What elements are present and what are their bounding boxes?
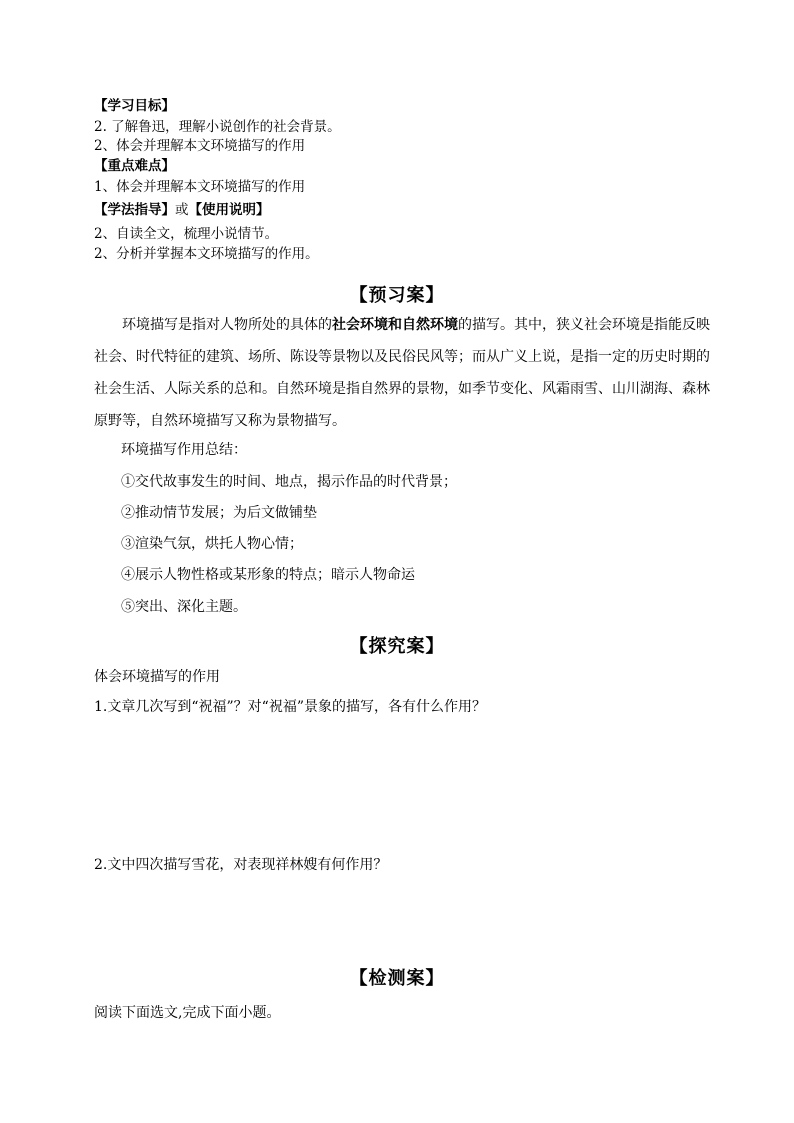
explore-subtitle: 体会环境描写的作用	[94, 669, 220, 685]
goals-item-1: 2. 了解鲁迅，理解小说创作的社会背景。	[94, 119, 341, 135]
preview-para-and: 和	[388, 317, 402, 333]
key-points-heading: 【重点难点】	[94, 158, 175, 174]
method-heading-guide: 【学法指导】	[94, 202, 175, 218]
method-heading	[94, 200, 270, 220]
key-points-item-1: 1、体会并理解本文环境描写的作用	[94, 179, 306, 195]
preview-paragraph	[94, 309, 710, 437]
test-instruction: 阅读下面选文,完成下面小题。	[94, 1005, 281, 1021]
method-item-1: 2、自读全文，梳理小说情节。	[94, 226, 279, 242]
preview-summary-label: 环境描写作用总结：	[121, 442, 247, 458]
preview-title: 【预习案】	[349, 285, 445, 306]
preview-item-1: ①交代故事发生的时间、地点，揭示作品的时代背景；	[121, 474, 457, 490]
preview-item-3: ③渲染气氛，烘托人物心情；	[121, 536, 303, 552]
preview-para-rest: 的描写。其中，狭义社会环境是指能反映社会、时代特征的建筑、场所、陈设等景物以及民俗民风等；而从广义上说，是指一定的历史时期的社会生活、人际关系的总和。自然环境是指自然界的景物，如季节变化、风霜雨雪、山川湖海、森林原野等，自然环境描写又称为景物描写。	[94, 317, 710, 429]
preview-item-4: ④展示人物性格或某形象的特点；暗示人物命运	[121, 567, 415, 583]
test-title: 【检测案】	[349, 968, 445, 989]
preview-item-5: ⑤突出、深化主题。	[121, 599, 247, 615]
method-item-2: 2、分析并掌握本文环境描写的作用。	[94, 246, 319, 262]
preview-para-natural-env: 自然环境	[402, 317, 458, 333]
goals-item-2: 2、体会并理解本文环境描写的作用	[94, 138, 306, 154]
explore-question-2: 2.文中四次描写雪花，对表现祥林嫂有何作用？	[94, 857, 388, 873]
method-heading-usage: 【使用说明】	[188, 202, 270, 218]
preview-para-start: 环境描写是指对人物所处的具体的	[122, 317, 332, 333]
goals-heading: 【学习目标】	[94, 98, 175, 114]
preview-para-social-env: 社会环境	[332, 317, 388, 333]
method-heading-or: 或	[175, 202, 189, 218]
explore-question-1: 1.文章几次写到“祝福”？对“祝福”景象的描写，各有什么作用？	[94, 699, 486, 715]
explore-title: 【探究案】	[349, 636, 445, 657]
preview-item-2: ②推动情节发展；为后文做铺垫	[121, 505, 317, 521]
